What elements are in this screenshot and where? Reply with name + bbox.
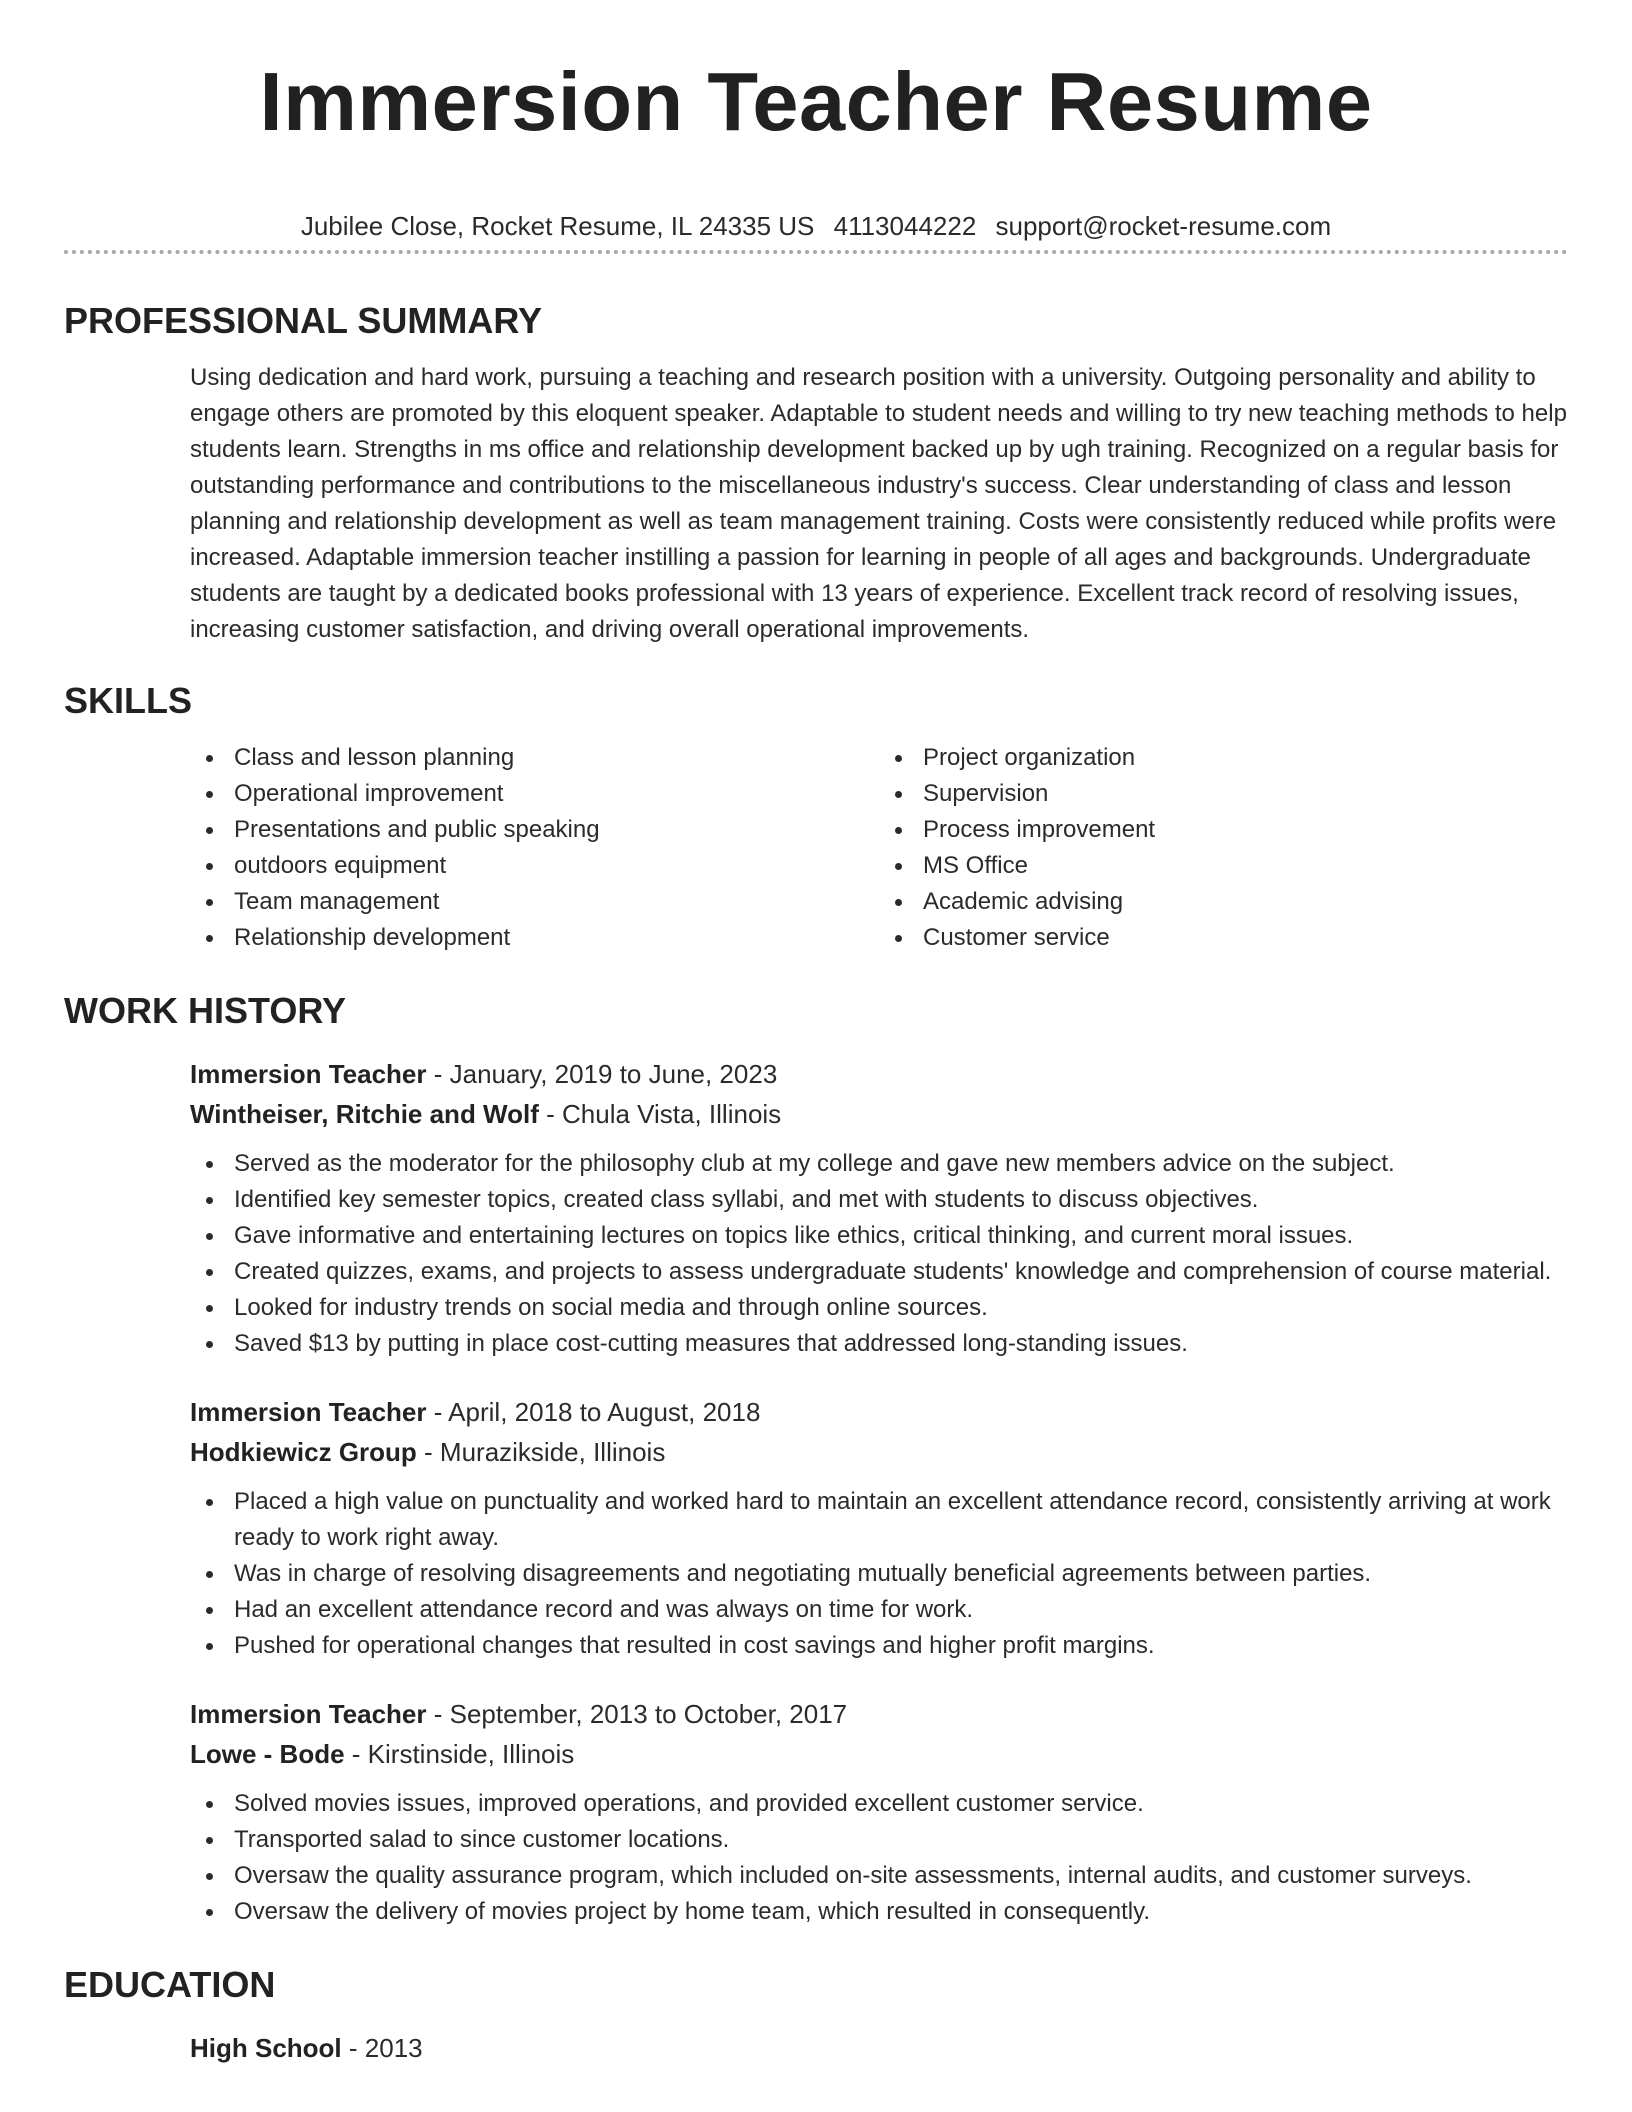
job-location: - Kirstinside, Illinois [344, 1739, 575, 1769]
skills-heading: SKILLS [64, 680, 193, 721]
skill-item: Customer service [879, 920, 1568, 956]
summary-heading: PROFESSIONAL SUMMARY [64, 300, 543, 341]
job-role: Immersion Teacher [190, 1397, 427, 1427]
job-company-line [190, 1094, 1568, 1134]
job-company-line [190, 1432, 1568, 1472]
education-year: - 2013 [341, 2033, 423, 2063]
job-bullet: Was in charge of resolving disagreements and negotiating mutually beneficial agreements between parties. [190, 1556, 1568, 1592]
contact-email: support@rocket-resume.com [995, 211, 1332, 241]
job-bullet: Oversaw the quality assurance program, which included on-site assessments, internal audits, and customer surveys. [190, 1858, 1568, 1894]
skill-item: Class and lesson planning [190, 740, 879, 776]
job-company: Hodkiewicz Group [190, 1437, 417, 1467]
job-bullet: Identified key semester topics, created class syllabi, and met with students to discuss objectives. [190, 1182, 1568, 1218]
education-entry [64, 2028, 1568, 2068]
resume-title: Immersion Teacher Resume [259, 55, 1373, 148]
header-divider [64, 250, 1568, 254]
skill-item: Operational improvement [190, 776, 879, 812]
job-role: Immersion Teacher [190, 1059, 427, 1089]
skill-item: outdoors equipment [190, 848, 879, 884]
job-bullets [190, 1484, 1568, 1664]
skills-column-left [190, 740, 879, 956]
skills-list [64, 740, 1568, 956]
work-history-heading: WORK HISTORY [64, 990, 347, 1031]
skill-item: Supervision [879, 776, 1568, 812]
resume-content [64, 296, 1568, 2068]
skill-item: Team management [190, 884, 879, 920]
job-dates: - January, 2019 to June, 2023 [426, 1059, 778, 1089]
job-bullet: Pushed for operational changes that resulted in cost savings and higher profit margins. [190, 1628, 1568, 1664]
education-heading: EDUCATION [64, 1964, 276, 2005]
job-bullet: Solved movies issues, improved operations, and provided excellent customer service. [190, 1786, 1568, 1822]
skill-item: MS Office [879, 848, 1568, 884]
job-dates: - April, 2018 to August, 2018 [426, 1397, 761, 1427]
skill-item: Process improvement [879, 812, 1568, 848]
job-bullet: Served as the moderator for the philosophy club at my college and gave new members advice on the subject. [190, 1146, 1568, 1182]
job-bullet: Transported salad to since customer locations. [190, 1822, 1568, 1858]
job-bullet: Oversaw the delivery of movies project by home team, which resulted in consequently. [190, 1894, 1568, 1930]
job-bullets [190, 1786, 1568, 1930]
job-role: Immersion Teacher [190, 1699, 427, 1729]
job-bullet: Had an excellent attendance record and was always on time for work. [190, 1592, 1568, 1628]
job-entry [64, 1054, 1568, 1362]
job-company-line [190, 1734, 1568, 1774]
job-bullet: Created quizzes, exams, and projects to assess undergraduate students' knowledge and comprehension of course material. [190, 1254, 1568, 1290]
job-location: - Murazikside, Illinois [416, 1437, 666, 1467]
job-bullet: Saved $13 by putting in place cost-cutting measures that addressed long-standing issues. [190, 1326, 1568, 1362]
skill-item: Project organization [879, 740, 1568, 776]
summary-text: Using dedication and hard work, pursuing a teaching and research position with a university. Outgoing personality and ability to engage others are promoted by this eloquent speaker. Adaptable to student needs and willing to try new teaching methods to help students learn. Strengths in ms office and relationship development backed up by ugh training. Recognized on a regular basis for outstanding performance and contributions to the miscellaneous industry's success. Clear understanding of class and lesson planning and relationship development as well as team management training. Costs were consistently reduced while profits were increased. Adaptable immersion teacher instilling a passion for learning in people of all ages and backgrounds. Undergraduate students are taught by a dedicated books professional with 13 years of experience. Excellent track record of resolving issues, increasing customer satisfaction, and driving overall operational improvements. [190, 364, 1567, 643]
job-title-line [190, 1694, 1568, 1734]
job-bullet: Looked for industry trends on social media and through online sources. [190, 1290, 1568, 1326]
job-location: - Chula Vista, Illinois [538, 1099, 782, 1129]
job-entry [64, 1392, 1568, 1664]
job-company: Wintheiser, Ritchie and Wolf [190, 1099, 539, 1129]
contact-phone: 4113044222 [833, 211, 977, 241]
contact-line [0, 184, 1632, 268]
job-dates: - September, 2013 to October, 2017 [426, 1699, 848, 1729]
skills-column-right [879, 740, 1568, 956]
education-degree: High School [190, 2033, 342, 2063]
job-company: Lowe - Bode [190, 1739, 345, 1769]
contact-address: Jubilee Close, Rocket Resume, IL 24335 US [300, 211, 815, 241]
skill-item: Presentations and public speaking [190, 812, 879, 848]
job-bullets [190, 1146, 1568, 1362]
job-title-line [190, 1054, 1568, 1094]
skill-item: Academic advising [879, 884, 1568, 920]
job-bullet: Gave informative and entertaining lectures on topics like ethics, critical thinking, and current moral issues. [190, 1218, 1568, 1254]
job-bullet: Placed a high value on punctuality and worked hard to maintain an excellent attendance record, consistently arriving at work ready to work right away. [190, 1484, 1568, 1556]
job-title-line [190, 1392, 1568, 1432]
job-entry [64, 1694, 1568, 1930]
skill-item: Relationship development [190, 920, 879, 956]
